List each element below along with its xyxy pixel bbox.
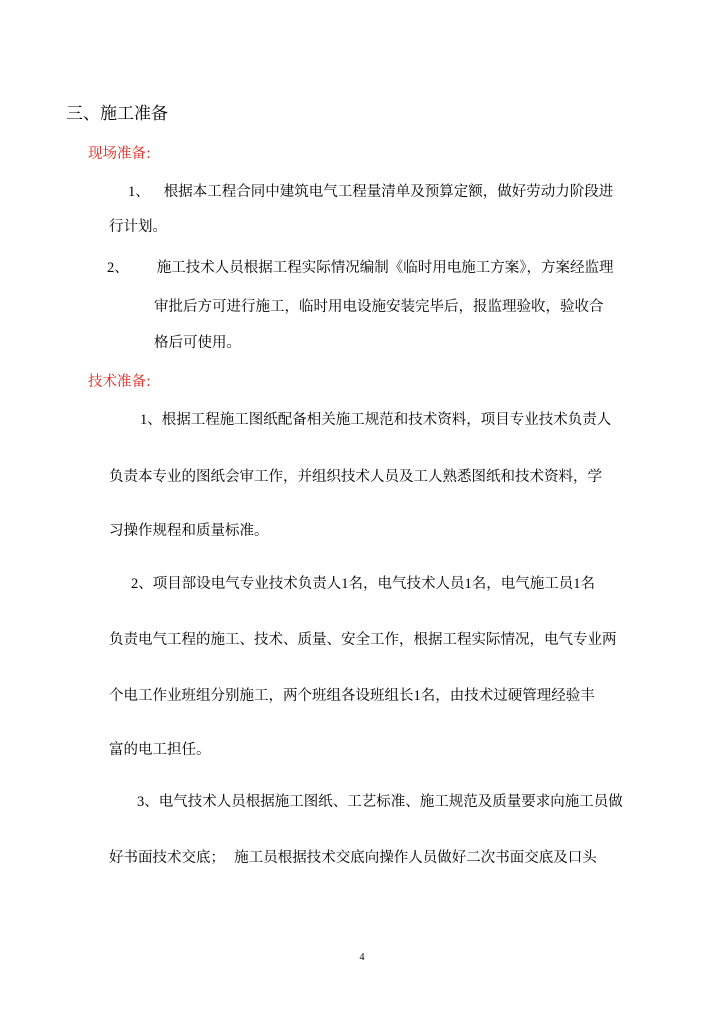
page-number: 4: [359, 952, 365, 963]
tech-prep-p2-line1: [131, 574, 595, 594]
tech-prep-p2-line3: [109, 686, 595, 706]
tech-prep-p2-line4: 富的电工担任。: [109, 742, 211, 758]
item-number: 1: [140, 412, 148, 428]
text-seg: 名，电气技术人员: [348, 576, 465, 592]
tech-prep-p1-line2: 负责本专业的图纸会审工作，并组织技术人员及工人熟悉图纸和技术资料，学: [109, 469, 602, 485]
tech-prep-heading: 技术准备:: [88, 374, 151, 390]
tech-prep-p1-line1: [140, 410, 611, 430]
tech-prep-p2-line2: 负责电气工程的施工、技术、质量、安全工作，根据工程实际情况，电气专业两: [109, 632, 617, 648]
count: 1: [341, 576, 349, 592]
section-title: 三、施工准备: [66, 104, 168, 124]
text-seg: 名: [580, 576, 595, 592]
item-number: 3: [137, 794, 145, 810]
site-prep-item1-line1: [128, 182, 613, 202]
tech-prep-p1-line3: 习操作规程和质量标准。: [109, 523, 269, 539]
site-prep-heading: 现场准备:: [88, 146, 151, 162]
count: 1: [464, 576, 472, 592]
text-seg: 名，电气施工员: [471, 576, 574, 592]
site-prep-item1-line2: 行计划。: [109, 219, 167, 235]
count: 1: [573, 576, 581, 592]
text-seg: 、项目部设电气专业技术负责人: [138, 576, 342, 592]
item-number: 2、: [107, 260, 129, 276]
item-text: 、电气技术人员根据施工图纸、工艺标准、施工规范及质量要求向施工员做: [144, 794, 623, 810]
site-prep-item2-line3: 格后可使用。: [154, 335, 241, 351]
item-text: 、根据工程施工图纸配备相关施工规范和技术资料，项目专业技术负责人: [147, 412, 612, 428]
text-seg: 名，由技术过硬管理经验丰: [420, 688, 595, 704]
text-seg: 个电工作业班组分别施工，两个班组各设班组长: [109, 688, 414, 704]
tech-prep-p3-line2: 好书面技术交底； 施工员根据技术交底向操作人员做好二次书面交底及口头: [109, 850, 597, 866]
item-number: 2: [131, 576, 139, 592]
item-text: 根据本工程合同中建筑电气工程量清单及预算定额，做好劳动力阶段进: [163, 184, 614, 200]
site-prep-item2-line2: 审批后方可进行施工，临时用电设施安装完毕后，报监理验收，验收合: [154, 299, 604, 315]
count: 1: [413, 688, 421, 704]
item-number: 1、: [128, 184, 150, 200]
tech-prep-p3-line1: [137, 792, 623, 812]
site-prep-item2-line1: [107, 258, 614, 278]
item-text: 施工技术人员根据工程实际情况编制《临时用电施工方案》，方案经监理: [156, 260, 614, 276]
